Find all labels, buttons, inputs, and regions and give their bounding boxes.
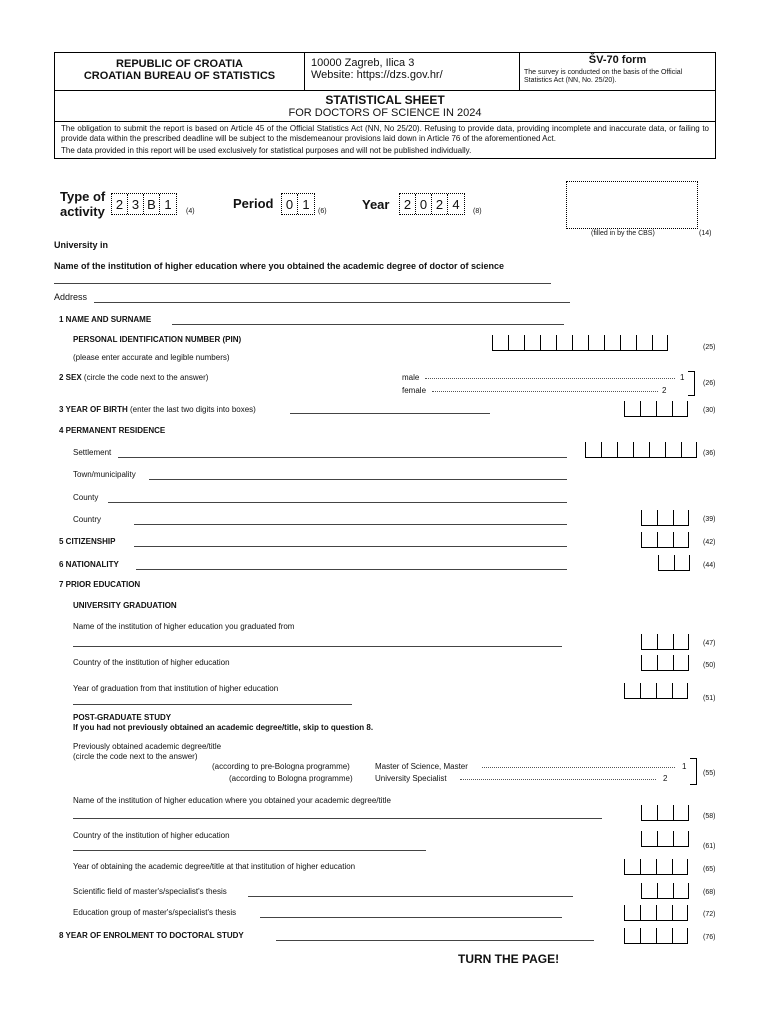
female-code[interactable]: 2 bbox=[662, 386, 667, 395]
contact-block bbox=[305, 53, 520, 90]
type-of-activity-boxes[interactable] bbox=[111, 193, 177, 215]
entry-box[interactable] bbox=[673, 655, 689, 671]
pin-boxes[interactable] bbox=[492, 335, 668, 351]
cbs-note: (filled in by the CBS) bbox=[591, 230, 655, 237]
entry-box[interactable] bbox=[673, 532, 689, 548]
pg-year-label: Year of obtaining the academic degree/title at that institution of higher education bbox=[73, 862, 356, 871]
bureau-address: 10000 Zagreb, Ilica 3 bbox=[311, 57, 415, 69]
entry-box[interactable] bbox=[641, 831, 657, 847]
entry-box[interactable] bbox=[674, 555, 690, 571]
citizenship-line[interactable] bbox=[134, 546, 567, 547]
entry-box[interactable] bbox=[624, 905, 640, 921]
period-boxes[interactable] bbox=[281, 193, 315, 215]
obligation-text: The obligation to submit the report is based on Article 45 of the Official Statistics Act (NN, No 25/20). Refusing to provide data, providing incomplete and inaccurate data, or failing to provide data within the prescribed deadline will be subject to the misdemeanour provisions laid down in Article 76 of the aforementioned Act. bbox=[61, 124, 709, 143]
legal-notice bbox=[55, 122, 715, 158]
pin-label: PERSONAL IDENTIFICATION NUMBER (PIN) bbox=[73, 335, 242, 344]
q5-label: 5 CITIZENSHIP bbox=[59, 537, 116, 546]
master-leader bbox=[482, 767, 675, 768]
entry-box[interactable] bbox=[672, 859, 688, 875]
entry-box[interactable] bbox=[641, 805, 657, 821]
pin-note: (please enter accurate and legible numbers) bbox=[73, 353, 230, 362]
pg-group-line[interactable] bbox=[260, 917, 562, 918]
entry-box[interactable] bbox=[620, 335, 636, 351]
grad-name-line[interactable] bbox=[73, 646, 562, 647]
entry-box[interactable] bbox=[641, 883, 657, 899]
entry-box[interactable] bbox=[624, 683, 640, 699]
grad-country-label: Country of the institution of higher education bbox=[73, 658, 230, 667]
entry-box[interactable] bbox=[617, 442, 633, 458]
turn-page-notice: TURN THE PAGE! bbox=[458, 952, 560, 966]
entry-box[interactable] bbox=[673, 510, 689, 526]
pg-country-boxes[interactable] bbox=[641, 831, 689, 847]
name-line[interactable] bbox=[172, 324, 564, 325]
entry-box[interactable] bbox=[636, 335, 652, 351]
entry-box[interactable] bbox=[640, 928, 656, 944]
q4-label: 4 PERMANENT RESIDENCE bbox=[59, 426, 166, 435]
entry-box[interactable] bbox=[585, 442, 601, 458]
entry-box[interactable] bbox=[672, 683, 688, 699]
entry-box[interactable] bbox=[657, 805, 673, 821]
entry-box[interactable] bbox=[672, 905, 688, 921]
master-option[interactable]: Master of Science, Master bbox=[375, 762, 468, 771]
male-leader bbox=[425, 378, 675, 379]
pg-name-boxes[interactable] bbox=[641, 805, 689, 821]
entry-box[interactable] bbox=[673, 831, 689, 847]
grad-year-label: Year of graduation from that institution of higher education bbox=[73, 684, 279, 693]
grad-heading: UNIVERSITY GRADUATION bbox=[73, 601, 177, 610]
pg-country-code: (61) bbox=[703, 843, 716, 850]
form-id-block bbox=[520, 53, 715, 90]
entry-box[interactable] bbox=[508, 335, 524, 351]
entry-box[interactable] bbox=[572, 335, 588, 351]
entry-box[interactable] bbox=[657, 532, 673, 548]
pg-group-code: (72) bbox=[703, 911, 716, 918]
year-label: Year bbox=[362, 197, 390, 212]
year-digit: 2 bbox=[400, 194, 416, 214]
entry-box[interactable] bbox=[640, 683, 656, 699]
entry-box[interactable] bbox=[624, 401, 640, 417]
entry-box[interactable] bbox=[641, 532, 657, 548]
q8-label: 8 YEAR OF ENROLMENT TO DOCTORAL STUDY bbox=[59, 931, 244, 940]
year-boxes[interactable] bbox=[399, 193, 465, 215]
entry-box[interactable] bbox=[656, 928, 672, 944]
entry-box[interactable] bbox=[524, 335, 540, 351]
period-label: Period bbox=[233, 196, 274, 211]
female-leader bbox=[432, 391, 658, 392]
town-label: Town/municipality bbox=[73, 470, 136, 479]
q3-label: 3 YEAR OF BIRTH (enter the last two digits into boxes) bbox=[59, 405, 256, 414]
entry-box[interactable] bbox=[604, 335, 620, 351]
degree-bracket bbox=[690, 758, 697, 785]
year-code: (8) bbox=[473, 208, 482, 215]
q3-code: (30) bbox=[703, 407, 716, 414]
entry-box[interactable] bbox=[656, 401, 672, 417]
pg-heading: POST-GRADUATE STUDY bbox=[73, 713, 172, 722]
grad-year-line[interactable] bbox=[73, 704, 352, 705]
entry-box[interactable] bbox=[672, 928, 688, 944]
grad-name-boxes[interactable] bbox=[641, 634, 689, 650]
specialist-code[interactable]: 2 bbox=[663, 774, 668, 783]
entry-box[interactable] bbox=[640, 859, 656, 875]
period-code: (6) bbox=[318, 208, 327, 215]
entry-box[interactable] bbox=[633, 442, 649, 458]
enrolment-boxes[interactable] bbox=[624, 928, 688, 944]
pg-group-boxes[interactable] bbox=[624, 905, 688, 921]
county-label: County bbox=[73, 493, 99, 502]
q6-label: 6 NATIONALITY bbox=[59, 560, 119, 569]
entry-box[interactable] bbox=[624, 859, 640, 875]
birth-boxes[interactable] bbox=[624, 401, 688, 417]
entry-box[interactable] bbox=[588, 335, 604, 351]
entry-box[interactable] bbox=[640, 905, 656, 921]
type-of-activity-label: Type of activity bbox=[60, 189, 106, 219]
type-digit: 1 bbox=[164, 196, 172, 212]
entry-box[interactable] bbox=[649, 442, 665, 458]
specialist-leader bbox=[460, 779, 656, 780]
entry-box[interactable] bbox=[640, 401, 656, 417]
institution-line[interactable] bbox=[54, 283, 551, 284]
pre-bologna-label: (according to pre-Bologna programme) bbox=[212, 762, 350, 771]
enrolment-line[interactable] bbox=[276, 940, 594, 941]
pg-skip-note: If you had not previously obtained an academic degree/title, skip to question 8. bbox=[73, 723, 374, 732]
university-label: University in bbox=[54, 240, 109, 250]
q5-code: (42) bbox=[703, 539, 716, 546]
country-code: (39) bbox=[703, 516, 716, 523]
form-header bbox=[54, 52, 716, 159]
grad-year-code: (51) bbox=[703, 695, 716, 702]
entry-box[interactable] bbox=[657, 831, 673, 847]
address-label: Address bbox=[54, 292, 88, 302]
q6-code: (44) bbox=[703, 562, 716, 569]
issuer-block bbox=[55, 53, 305, 90]
citizenship-boxes[interactable] bbox=[641, 532, 689, 548]
q2-label: 2 SEX (circle the code next to the answer) bbox=[59, 373, 209, 382]
entry-box[interactable] bbox=[641, 634, 657, 650]
address-line[interactable] bbox=[94, 302, 570, 303]
entry-box[interactable] bbox=[656, 683, 672, 699]
entry-box[interactable] bbox=[658, 555, 674, 571]
sheet-title: STATISTICAL SHEET bbox=[325, 93, 445, 107]
settlement-line[interactable] bbox=[118, 457, 567, 458]
birth-line[interactable] bbox=[290, 413, 490, 414]
year-digit: 4 bbox=[452, 196, 460, 212]
pg-name-code: (58) bbox=[703, 813, 716, 820]
entry-box[interactable] bbox=[556, 335, 572, 351]
country-label: Country bbox=[73, 515, 102, 524]
entry-box[interactable] bbox=[656, 859, 672, 875]
usage-text: The data provided in this report will be used exclusively for statistical purposes and will not be published individually. bbox=[61, 146, 472, 155]
pg-name-label: Name of the institution of higher education where you obtained your academic degree/title bbox=[73, 796, 391, 805]
type-digit: B bbox=[144, 194, 160, 214]
type-code: (4) bbox=[186, 208, 195, 215]
country-line[interactable] bbox=[134, 524, 567, 525]
pg-country-label: Country of the institution of higher education bbox=[73, 831, 230, 840]
pg-field-label: Scientific field of master's/specialist's thesis bbox=[73, 887, 227, 896]
entry-box[interactable] bbox=[657, 510, 673, 526]
entry-box[interactable] bbox=[540, 335, 556, 351]
settlement-boxes[interactable] bbox=[585, 442, 697, 458]
entry-box[interactable] bbox=[657, 883, 673, 899]
bureau-website: Website: https://dzs.gov.hr/ bbox=[311, 69, 443, 81]
sex-bracket bbox=[688, 371, 695, 396]
entry-box[interactable] bbox=[673, 805, 689, 821]
entry-box[interactable] bbox=[641, 510, 657, 526]
type-digit: 2 bbox=[112, 194, 128, 214]
year-digit: 2 bbox=[432, 194, 448, 214]
entry-box[interactable] bbox=[657, 634, 673, 650]
pg-country-line[interactable] bbox=[73, 850, 426, 851]
settlement-code: (36) bbox=[703, 450, 716, 457]
q8-code: (76) bbox=[703, 934, 716, 941]
year-digit: 0 bbox=[416, 194, 432, 214]
town-line[interactable] bbox=[149, 479, 567, 480]
cbs-code: (14) bbox=[699, 230, 712, 237]
pg-name-line[interactable] bbox=[73, 818, 602, 819]
entry-box[interactable] bbox=[652, 335, 668, 351]
grad-country-code: (50) bbox=[703, 662, 716, 669]
entry-box[interactable] bbox=[601, 442, 617, 458]
pg-field-code: (68) bbox=[703, 889, 716, 896]
county-line[interactable] bbox=[108, 502, 567, 503]
entry-box[interactable] bbox=[492, 335, 508, 351]
master-code[interactable]: 1 bbox=[682, 762, 687, 771]
period-digit: 1 bbox=[302, 196, 310, 212]
pg-group-label: Education group of master's/specialist's thesis bbox=[73, 908, 237, 917]
entry-box[interactable] bbox=[665, 442, 681, 458]
male-code[interactable]: 1 bbox=[680, 373, 685, 382]
entry-box[interactable] bbox=[656, 905, 672, 921]
grad-name-label: Name of the institution of higher education you graduated from bbox=[73, 622, 295, 631]
female-option[interactable]: female bbox=[402, 386, 427, 395]
nationality-line[interactable] bbox=[136, 569, 567, 570]
bologna-label: (according to Bologna programme) bbox=[229, 774, 353, 783]
nationality-boxes[interactable] bbox=[658, 555, 690, 571]
pg-field-boxes[interactable] bbox=[641, 883, 689, 899]
pg-code: (55) bbox=[703, 770, 716, 777]
entry-box[interactable] bbox=[657, 655, 673, 671]
pg-field-line[interactable] bbox=[248, 896, 573, 897]
form-id: ŠV-70 form bbox=[588, 54, 647, 66]
settlement-label: Settlement bbox=[73, 448, 112, 457]
cbs-box[interactable] bbox=[566, 181, 698, 229]
q1-label: 1 NAME AND SURNAME bbox=[59, 315, 152, 324]
grad-country-boxes[interactable] bbox=[641, 655, 689, 671]
institution-label: Name of the institution of higher education where you obtained the academic degree of doctor of science bbox=[54, 261, 505, 271]
entry-box[interactable] bbox=[672, 401, 688, 417]
entry-box[interactable] bbox=[681, 442, 697, 458]
title-block bbox=[55, 91, 715, 122]
pg-prev-label: Previously obtained academic degree/title (circle the code next to the answer) bbox=[73, 742, 222, 761]
grad-name-code: (47) bbox=[703, 640, 716, 647]
grad-year-boxes[interactable] bbox=[624, 683, 688, 699]
pg-year-boxes[interactable] bbox=[624, 859, 688, 875]
male-option[interactable]: male bbox=[402, 373, 420, 382]
entry-box[interactable] bbox=[641, 655, 657, 671]
pin-code: (25) bbox=[703, 344, 716, 351]
entry-box[interactable] bbox=[673, 883, 689, 899]
bureau-name: CROATIAN BUREAU OF STATISTICS bbox=[83, 70, 276, 82]
entry-box[interactable] bbox=[673, 634, 689, 650]
period-digit: 0 bbox=[282, 194, 298, 214]
pg-year-code: (65) bbox=[703, 866, 716, 873]
entry-box[interactable] bbox=[624, 928, 640, 944]
specialist-option[interactable]: University Specialist bbox=[375, 774, 447, 783]
republic-name: REPUBLIC OF CROATIA bbox=[116, 58, 243, 70]
survey-basis: The survey is conducted on the basis of the Official Statistics Act (NN, No. 25/20). bbox=[524, 69, 683, 84]
type-digit: 3 bbox=[128, 194, 144, 214]
sheet-subtitle: FOR DOCTORS OF SCIENCE IN 2024 bbox=[288, 107, 482, 119]
q7-label: 7 PRIOR EDUCATION bbox=[59, 580, 141, 589]
q2-code: (26) bbox=[703, 380, 716, 387]
country-boxes[interactable] bbox=[641, 510, 689, 526]
